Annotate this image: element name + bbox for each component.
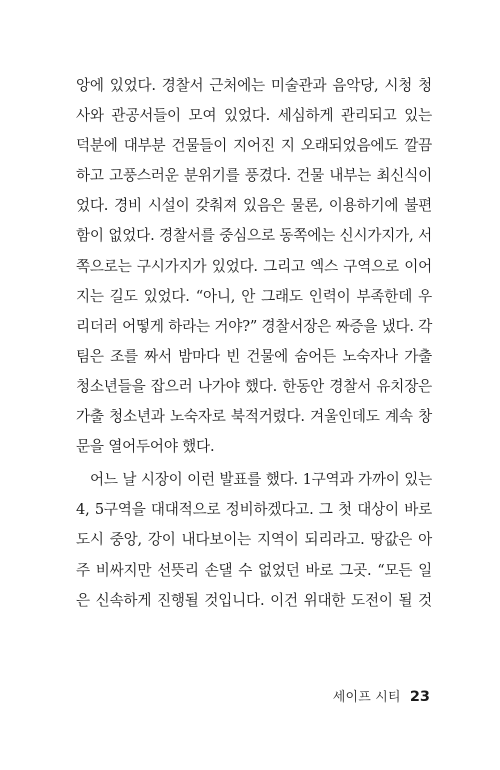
page-number: 23 — [409, 689, 430, 705]
paragraph — [76, 465, 432, 615]
text-line: 문을 열어두어야 했다. — [76, 438, 215, 456]
text-line: 도시 중앙, 강이 내다보이는 지역이 되리라고. 땅값은 아 — [76, 531, 432, 549]
text-line: 4, 5구역을 대대적으로 정비하겠다고. 그 첫 대상이 바로 — [76, 501, 432, 519]
text-line: 하고 고풍스러운 분위기를 풍겼다. 건물 내부는 최신식이 — [76, 167, 432, 185]
text-line: 함이 없었다. 경찰서를 중심으로 동쪽에는 신시가지가, 서 — [76, 227, 432, 245]
text-line: 리더러 어떻게 하라는 거야?” 경찰서장은 짜증을 냈다. 각 — [76, 317, 433, 335]
paragraph — [76, 71, 432, 462]
text-line: 었다. 경비 시설이 갖춰져 있음은 물론, 이용하기에 불편 — [76, 197, 432, 215]
text-line: 지는 길도 있었다. “아니, 안 그래도 인력이 부족한데 우 — [76, 287, 432, 305]
text-line: 어느 날 시장이 이런 발표를 했다. 1구역과 가까이 있는 — [90, 471, 432, 489]
text-line: 덕분에 대부분 건물들이 지어진 지 오래되었음에도 깔끔 — [76, 137, 432, 155]
text-line: 은 신속하게 진행될 것입니다. 이건 위대한 도전이 될 것 — [76, 591, 432, 609]
text-line: 가출 청소년과 노숙자로 북적거렸다. 겨울인데도 계속 창 — [76, 408, 432, 426]
running-title: 세이프 시티 — [332, 690, 401, 705]
text-line: 팀은 조를 짜서 밤마다 빈 건물에 숨어든 노숙자나 가출 — [76, 347, 432, 365]
text-line: 쪽으로는 구시가지가 있었다. 그리고 엑스 구역으로 이어 — [76, 257, 432, 275]
text-line: 앙에 있었다. 경찰서 근처에는 미술관과 음악당, 시청 청 — [76, 77, 432, 94]
page-footer — [333, 686, 430, 710]
text-line: 주 비싸지만 선뜻리 손댈 수 없었던 바로 그곳. “모든 일 — [76, 561, 432, 579]
text-line: 청소년들을 잡으러 나가야 했다. 한동안 경찰서 유치장은 — [76, 377, 432, 395]
text-line: 사와 관공서들이 모여 있었다. 세심하게 관리되고 있는 — [76, 107, 432, 125]
body-text — [76, 71, 432, 616]
